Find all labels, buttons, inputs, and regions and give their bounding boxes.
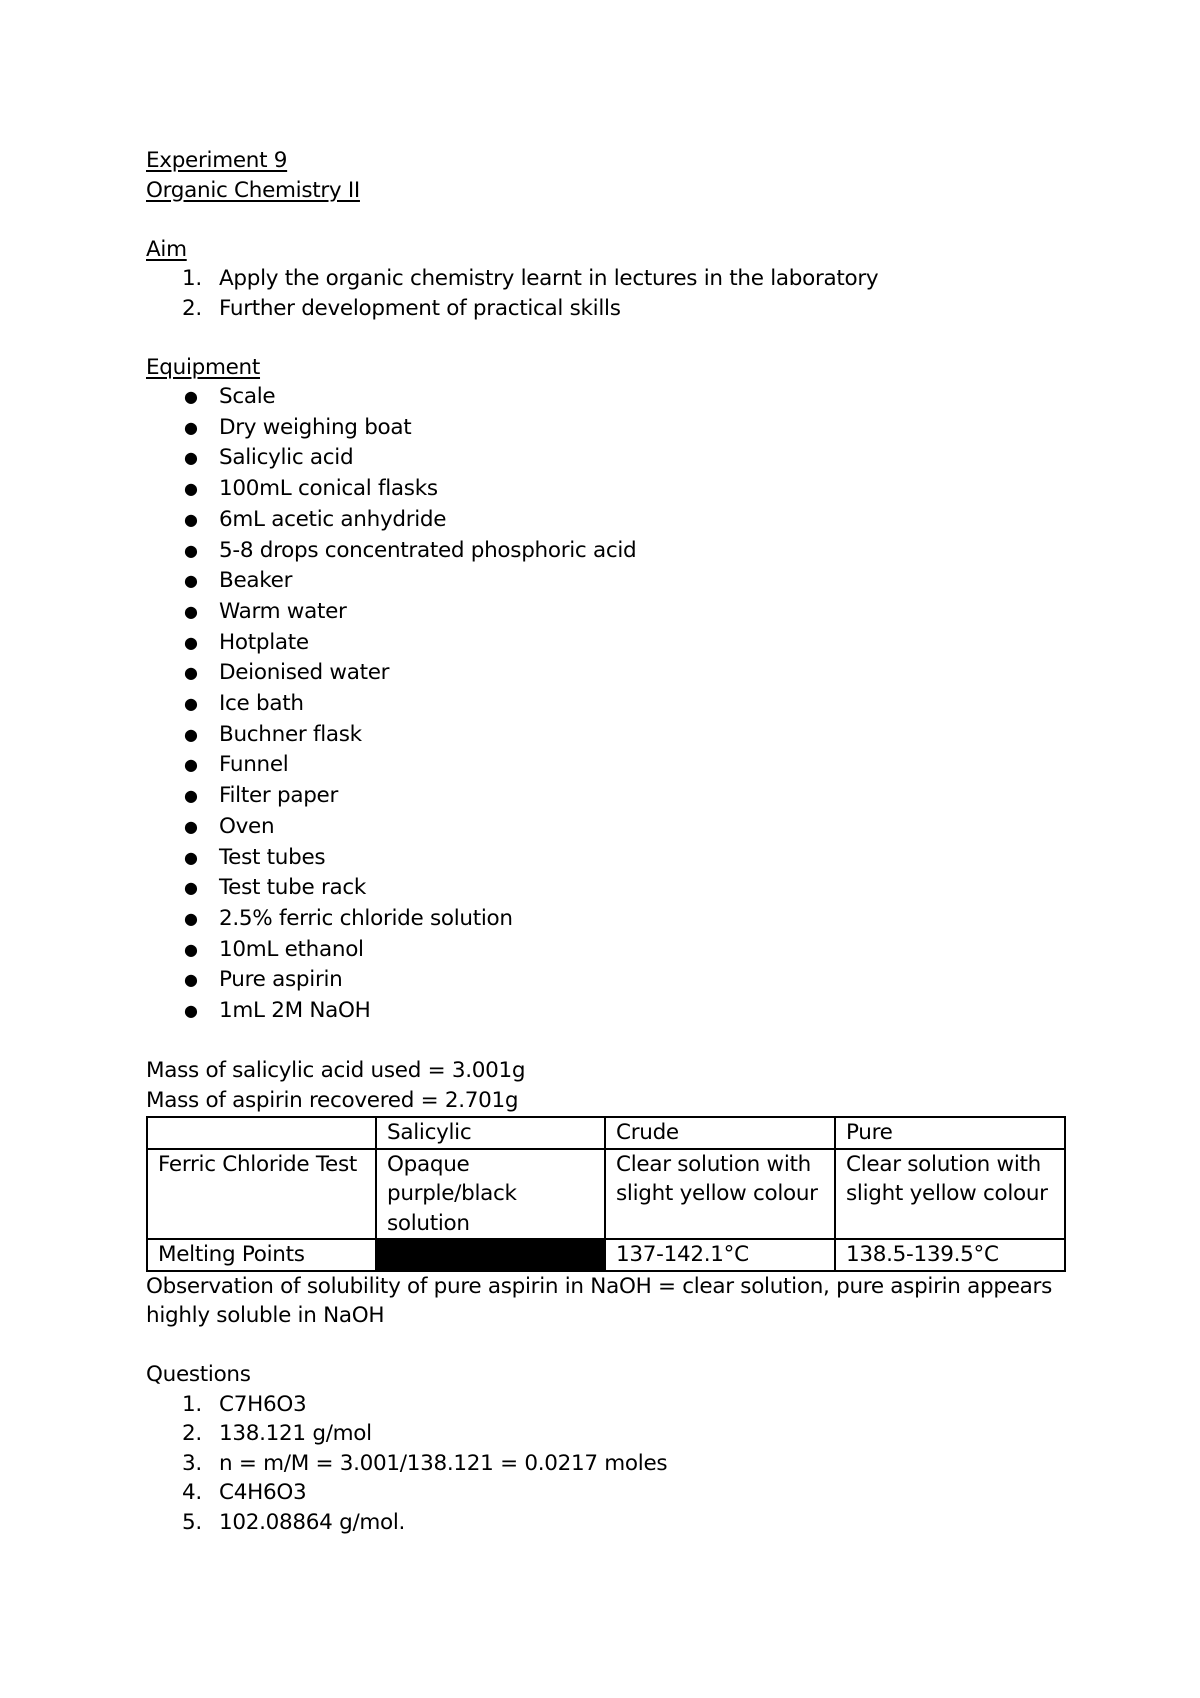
mass-salicylic-line: Mass of salicylic acid used = 3.001g — [146, 1058, 526, 1084]
bullet-icon: ● — [184, 571, 198, 591]
table-cell-blacked-out — [376, 1239, 605, 1271]
table-cell: Clear solution with slight yellow colour — [605, 1149, 835, 1240]
aim-item: 2. Further development of practical skills — [182, 295, 621, 321]
equipment-item: ● 2.5% ferric chloride solution — [146, 904, 1066, 935]
equipment-item: ● 6mL acetic anhydride — [146, 505, 1066, 536]
equipment-item: ● Test tubes — [146, 843, 1066, 874]
bullet-icon: ● — [184, 387, 198, 406]
table-header-cell — [147, 1117, 376, 1149]
aim-heading: Aim — [146, 236, 187, 262]
aim-list — [146, 264, 1066, 323]
equipment-item: ● Ice bath — [146, 689, 1066, 720]
experiment-title: Experiment 9 — [146, 148, 288, 173]
equipment-item: ● Filter paper — [146, 781, 1066, 812]
question-answer: 2. 138.121 g/mol — [182, 1421, 372, 1447]
equipment-item: ● 1mL 2M NaOH — [146, 996, 1066, 1027]
bullet-icon: ● — [184, 663, 198, 683]
bullet-icon: ● — [184, 786, 198, 806]
equipment-item: ● Test tube rack — [146, 873, 1066, 904]
aim-item: 1. Apply the organic chemistry learnt in lectures in the laboratory — [182, 266, 879, 291]
equipment-item: ● Scale — [146, 382, 1066, 413]
course-title: Organic Chemistry II — [146, 177, 360, 203]
equipment-list — [146, 382, 1066, 1027]
bullet-icon: ● — [184, 417, 198, 437]
questions-list — [146, 1390, 1066, 1538]
table-cell: Clear solution with slight yellow colour — [835, 1149, 1065, 1240]
equipment-item: ● Warm water — [146, 597, 1066, 628]
table-cell: Ferric Chloride Test — [147, 1149, 376, 1240]
bullet-icon: ● — [184, 509, 198, 529]
bullet-icon: ● — [184, 479, 198, 499]
bullet-icon: ● — [184, 908, 198, 928]
observation-text: Observation of solubility of pure aspirin in NaOH = clear solution, pure aspirin appears highly soluble in NaOH — [146, 1273, 1052, 1329]
bullet-icon: ● — [184, 755, 198, 775]
equipment-item: ● Beaker — [146, 566, 1066, 597]
bullet-icon: ● — [184, 724, 198, 744]
bullet-icon: ● — [184, 847, 198, 867]
bullet-icon: ● — [184, 1001, 198, 1021]
table-row — [147, 1239, 1065, 1271]
equipment-item: ● Pure aspirin — [146, 965, 1066, 996]
bullet-icon: ● — [184, 448, 198, 468]
equipment-item: ● 5-8 drops concentrated phosphoric acid — [146, 536, 1066, 567]
mass-aspirin-line: Mass of aspirin recovered = 2.701g — [146, 1087, 519, 1113]
question-answer: 1. C7H6O3 — [182, 1391, 307, 1417]
table-row — [147, 1149, 1065, 1240]
results-table — [146, 1116, 1066, 1272]
bullet-icon: ● — [184, 601, 198, 621]
equipment-heading: Equipment — [146, 354, 261, 380]
bullet-icon: ● — [184, 970, 198, 990]
equipment-item: ● 10mL ethanol — [146, 935, 1066, 966]
question-answer: 5. 102.08864 g/mol. — [182, 1509, 406, 1535]
equipment-item: ● Buchner flask — [146, 720, 1066, 751]
equipment-item: ● Oven — [146, 812, 1066, 843]
bullet-icon: ● — [184, 632, 198, 652]
table-header-row — [147, 1117, 1065, 1149]
equipment-item: ● Salicylic acid — [146, 443, 1066, 474]
document-page — [146, 146, 1066, 1537]
table-header-cell: Pure — [835, 1117, 1065, 1149]
bullet-icon: ● — [184, 540, 198, 560]
bullet-icon: ● — [184, 694, 198, 714]
bullet-icon: ● — [184, 816, 198, 836]
bullet-icon: ● — [184, 878, 198, 898]
question-answer: 3. n = m/M = 3.001/138.121 = 0.0217 moles — [182, 1450, 668, 1476]
questions-heading: Questions — [146, 1362, 251, 1388]
table-header-cell: Salicylic — [376, 1117, 605, 1149]
equipment-item: ● 100mL conical flasks — [146, 474, 1066, 505]
question-answer: 4. C4H6O3 — [182, 1480, 307, 1506]
table-cell: Opaque purple/black solution — [376, 1149, 605, 1240]
table-cell: 138.5-139.5°C — [835, 1239, 1065, 1271]
bullet-icon: ● — [184, 939, 198, 959]
table-header-cell: Crude — [605, 1117, 835, 1149]
equipment-item: ● Funnel — [146, 750, 1066, 781]
table-cell: 137-142.1°C — [605, 1239, 835, 1271]
table-cell: Melting Points — [147, 1239, 376, 1271]
equipment-item: ● Hotplate — [146, 628, 1066, 659]
equipment-item: ● Deionised water — [146, 658, 1066, 689]
equipment-item: ● Dry weighing boat — [146, 413, 1066, 444]
